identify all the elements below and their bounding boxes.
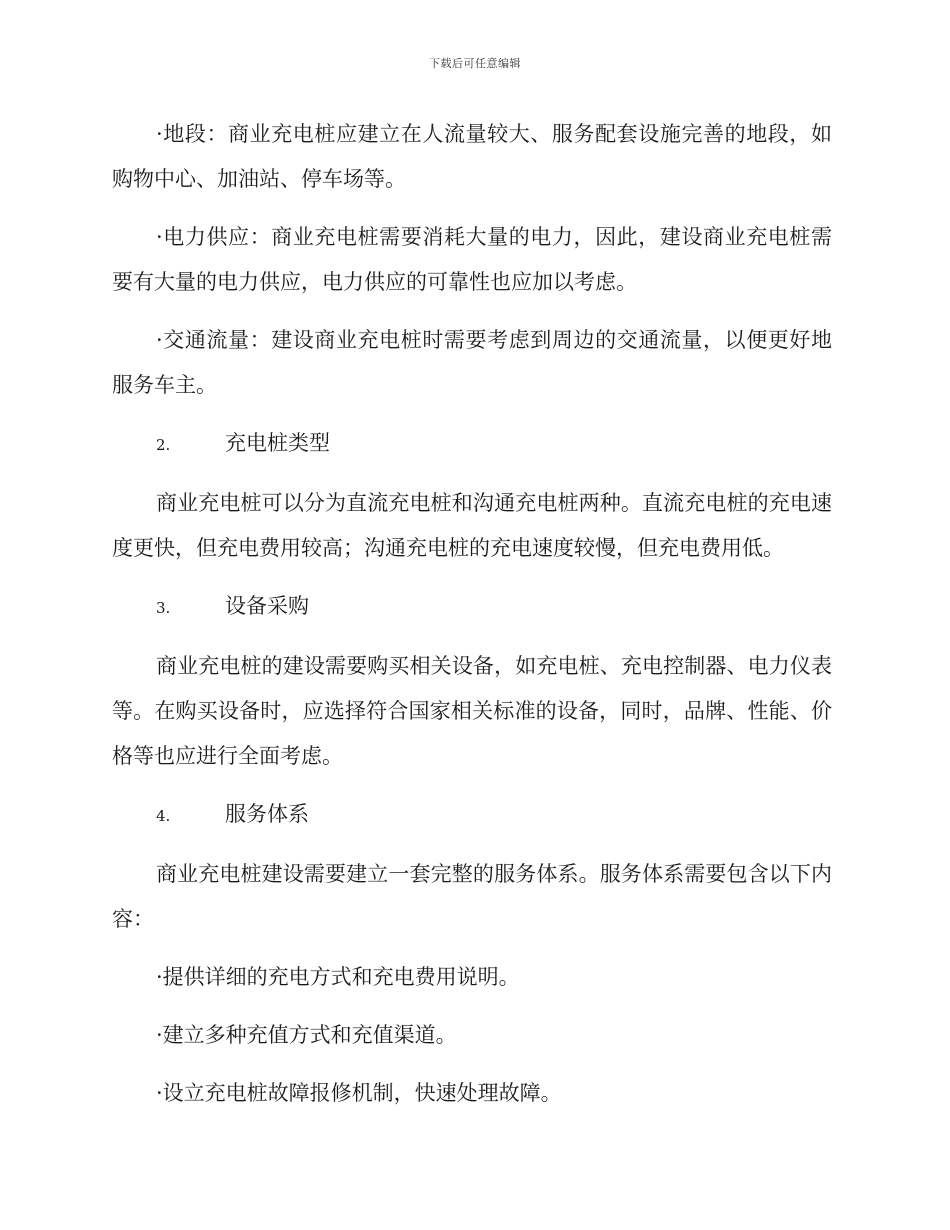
section-title: 服务体系 [225, 802, 309, 826]
bullet-paragraph-recharge: ·建立多种充值方式和充值渠道。 [156, 1023, 457, 1047]
bullet-paragraph-location: ·地段：商业充电桩应建立在人流量较大、服务配套设施完善的地段，如购物中心、加油站、停车场等。 [112, 122, 832, 191]
section-heading-charger-types [112, 421, 832, 468]
section-title: 设备采购 [225, 594, 309, 618]
section-number: 3. [156, 599, 171, 617]
bullet-paragraph-repair: ·设立充电桩故障报修机制，快速处理故障。 [156, 1081, 562, 1105]
bullet-paragraph-fee-info: ·提供详细的充电方式和充电费用说明。 [156, 965, 520, 989]
section-number: 4. [156, 807, 171, 825]
section-number: 2. [156, 436, 171, 454]
bullet-paragraph-power-supply: ·电力供应：商业充电桩需要消耗大量的电力，因此，建设商业充电桩需要有大量的电力供应，电力供应的可靠性也应加以考虑。 [112, 225, 832, 294]
section-heading-service-system [112, 792, 832, 839]
page-header: 下载后可任意编辑 [429, 57, 521, 70]
paragraph-procurement: 商业充电桩的建设需要购买相关设备，如充电桩、充电控制器、电力仪表等。在购买设备时，应选择符合国家相关标准的设备，同时，品牌、性能、价格等也应进行全面考虑。 [112, 654, 832, 768]
bullet-paragraph-traffic: ·交通流量：建设商业充电桩时需要考虑到周边的交通流量，以便更好地服务车主。 [112, 328, 832, 397]
section-heading-procurement [112, 584, 832, 631]
paragraph-charger-types: 商业充电桩可以分为直流充电桩和沟通充电桩两种。直流充电桩的充电速度更快，但充电费用较高；沟通充电桩的充电速度较慢，但充电费用低。 [112, 491, 832, 560]
section-title: 充电桩类型 [225, 431, 330, 455]
paragraph-service-system: 商业充电桩建设需要建立一套完整的服务体系。服务体系需要包含以下内容： [112, 862, 832, 931]
document-body [112, 112, 832, 1129]
